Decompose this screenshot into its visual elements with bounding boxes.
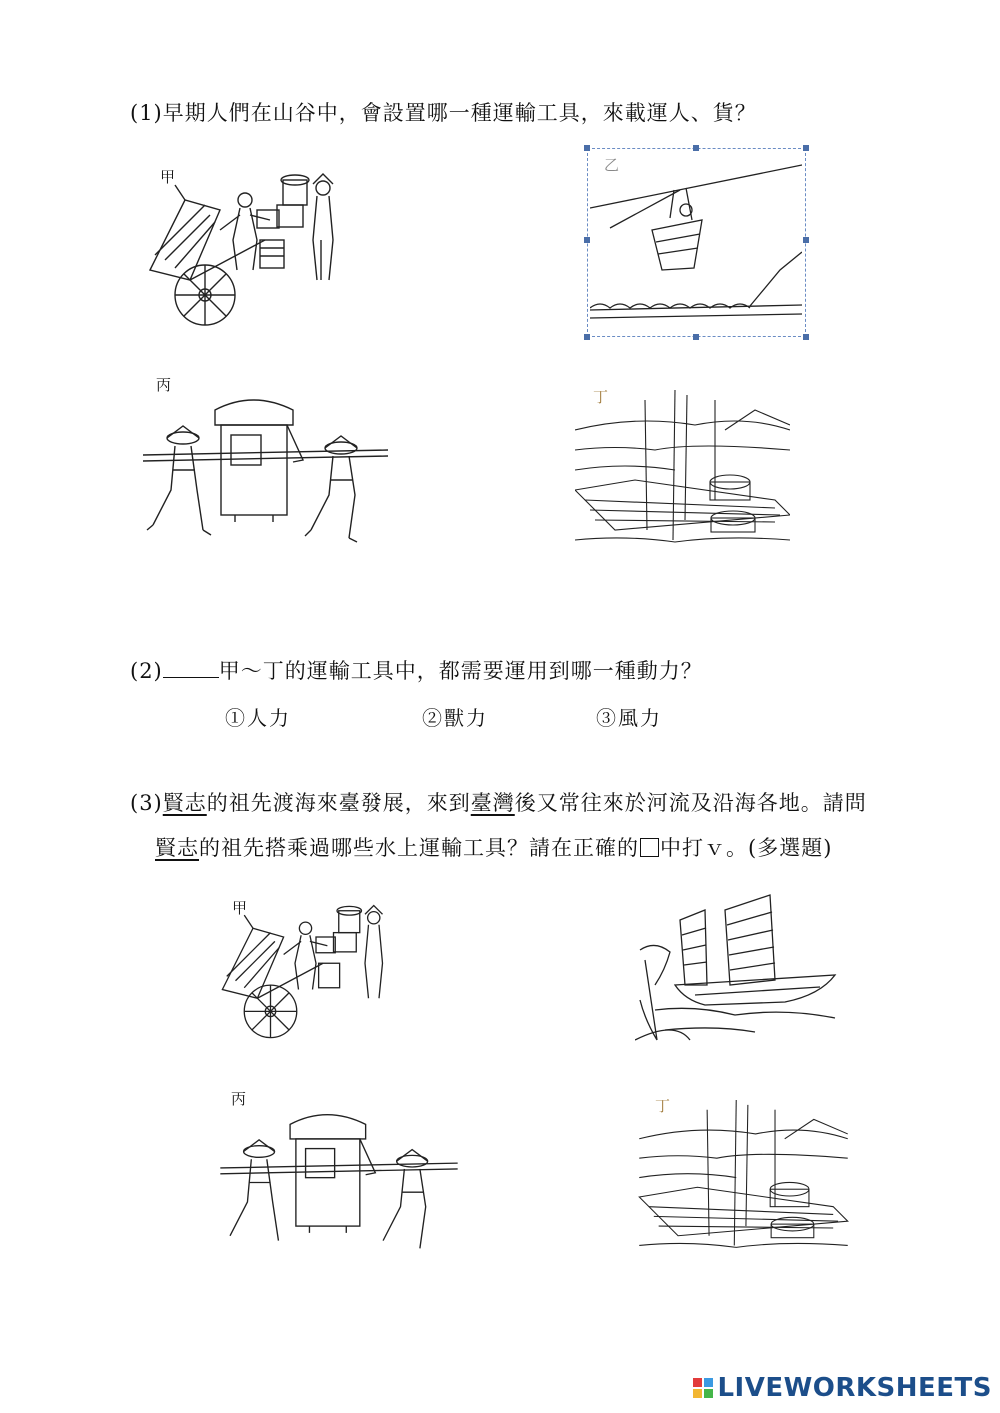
logo-text: LIVEWORKSHEETS — [717, 1373, 992, 1403]
q1-label-ding: 丁 — [593, 388, 609, 406]
person-name: 賢志 — [162, 791, 207, 815]
q1-bamboo-raft-image — [575, 390, 790, 555]
logo-mark-icon — [693, 1378, 713, 1398]
liveworksheets-logo[interactable] — [693, 1373, 992, 1403]
checkbox-icon — [640, 838, 659, 857]
q3-label-ding: 丁 — [655, 1097, 671, 1115]
q3-junk-sailboat-image — [635, 890, 845, 1045]
q1-cable-basket-image — [590, 150, 802, 332]
q3-ox-cart-image — [218, 892, 393, 1052]
q1-sedan-chair-image — [143, 390, 388, 550]
question-3-line-2: 賢志的祖先搭乘過哪些水上運輸工具？請在正確的 中打ｖ。(多選題) — [155, 836, 833, 860]
q1-label-yi: 乙 — [604, 156, 620, 174]
place-name: 臺灣 — [470, 791, 515, 815]
q3-sedan-chair-image — [218, 1105, 460, 1260]
logo-square — [704, 1389, 713, 1398]
logo-square — [704, 1378, 713, 1387]
question-2-text: (2) 甲～丁的運輸工具中，都需要運用到哪一種動力？ — [130, 659, 703, 683]
q3-label-jia: 甲 — [232, 899, 248, 917]
question-1-text: (1)早期人們在山谷中，會設置哪一種運輸工具，來載運人、貨？ — [130, 101, 757, 125]
q1-label-bing: 丙 — [156, 376, 172, 394]
q3-bamboo-raft-image — [636, 1100, 851, 1260]
logo-square — [693, 1378, 702, 1387]
q1-label-jia: 甲 — [160, 168, 176, 186]
logo-square — [693, 1389, 702, 1398]
person-name: 賢志 — [155, 836, 199, 860]
q2-answer-blank[interactable] — [163, 659, 219, 678]
question-3-line-1: (3)賢志的祖先渡海來臺發展，來到臺灣後又常往來於河流及沿海各地。請問 — [130, 791, 867, 815]
q2-option-1: ①人力 — [225, 706, 291, 730]
q2-option-3: ③風力 — [596, 706, 662, 730]
q2-option-2: ②獸力 — [422, 706, 488, 730]
q1-ox-cart-image — [145, 160, 345, 340]
q3-label-bing: 丙 — [231, 1090, 247, 1108]
